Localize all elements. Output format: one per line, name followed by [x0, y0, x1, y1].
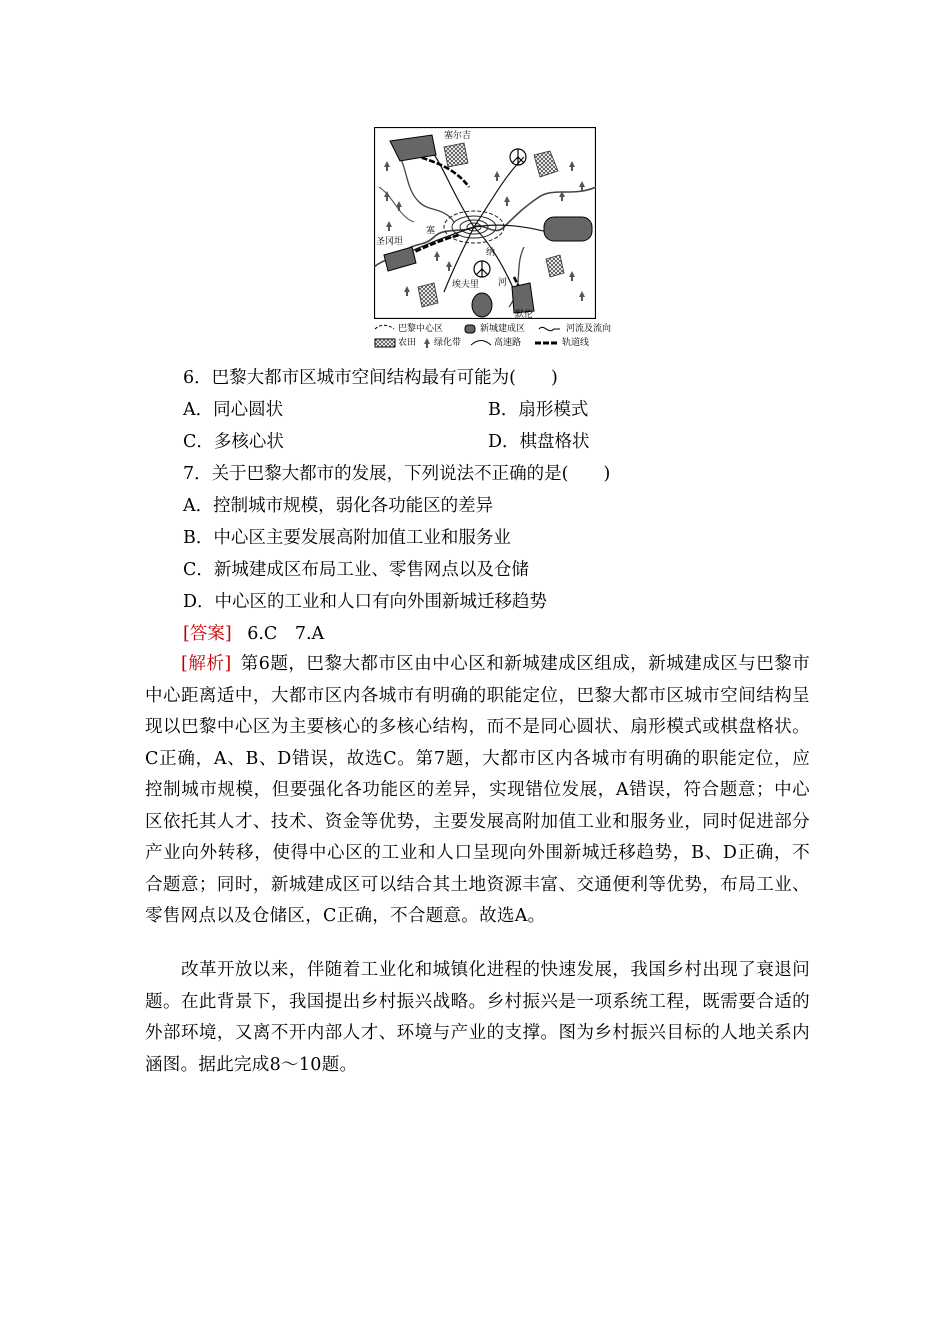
label-melun: 默伦 — [515, 309, 534, 319]
analysis-paragraph — [145, 649, 810, 933]
answer-text: 6.C 7.A — [247, 624, 325, 644]
question-7-stem: 7．关于巴黎大都市的发展，下列说法不正确的是( ) — [183, 464, 611, 484]
analysis-tag: [解析] — [181, 654, 232, 674]
answer-line — [183, 622, 324, 646]
river-legend-icon — [538, 323, 562, 335]
intro-paragraph: 改革开放以来，伴随着工业化和城镇化进程的快速发展，我国乡村出现了衰退问题。在此背景下，我国提出乡村振兴战略。乡村振兴是一项系统工程，既需要合适的外部环境，又离不开内部人才、环境与产业的支撑。图为乡村振兴目标的人地关系内涵图。据此完成8～10题。 — [145, 960, 810, 1075]
label-river-1: 塞 — [426, 225, 436, 235]
question-6-option-d: D．棋盘格状 — [488, 432, 590, 452]
center-legend-icon — [374, 324, 396, 334]
highway-legend-icon — [470, 338, 492, 348]
label-evry: 埃夫里 — [452, 279, 480, 289]
question-6-option-c: C．多核心状 — [183, 432, 284, 452]
map-legend — [374, 322, 624, 352]
analysis-text: 第6题，巴黎大都市区由中心区和新城建成区组成，新城建成区与巴黎市中心距离适中，大都市区内各城市有明确的职能定位，巴黎大都市区城市空间结构呈现以巴黎中心区为主要核心的多核心结构，而不是同心圆状、扇形模式或棋盘格状。C正确，A、B、D错误，故选C。第7题，大都市区内各城市有明确的职能定位，应控制城市规模，但要强化各功能区的差异，实现错位发展，A错误，符合题意；中心区依托其人才、技术、资金等优势，主要发展高附加值工业和服务业，同时促进部分产业向外转移，使得中心区的工业和人口呈现向外围新城迁移趋势，B、D正确，不合题意；同时，新城建成区可以结合其土地资源丰富、交通便利等优势，布局工业、零售网点以及仓储区，C正确，不合题意。故选A。 — [145, 654, 811, 926]
farmland-legend-icon — [374, 338, 396, 348]
legend-center: 巴黎中心区 — [398, 324, 444, 334]
legend-greenbelt: 绿化带 — [434, 338, 462, 348]
label-river-3: 河 — [498, 277, 508, 287]
question-6-stem: 6．巴黎大都市区城市空间结构最有可能为( ) — [183, 368, 558, 388]
question-7-option-c: C．新城建成区布局工业、零售网点以及仓储 — [183, 560, 529, 580]
new-town-legend-icon — [464, 324, 476, 334]
legend-river: 河流及流向 — [566, 324, 612, 334]
label-saint-quentin: 圣冈坦 — [376, 236, 404, 246]
legend-highway: 高速路 — [494, 338, 522, 348]
paris-metro-map — [374, 127, 596, 319]
label-sergy: 塞尔吉 — [444, 130, 472, 140]
greenbelt-legend-icon — [422, 337, 432, 349]
legend-farmland: 农田 — [398, 338, 417, 348]
answer-tag: [答案] — [183, 624, 232, 644]
legend-new-town: 新城建成区 — [480, 324, 526, 334]
legend-railway: 轨道线 — [562, 338, 590, 348]
label-river-2: 纳 — [486, 247, 496, 257]
question-7-option-d: D．中心区的工业和人口有向外围新城迁移趋势 — [183, 592, 548, 612]
question-7-option-a: A．控制城市规模，弱化各功能区的差异 — [183, 496, 494, 516]
railway-legend-icon — [534, 338, 560, 348]
question-6-option-a: A．同心圆状 — [183, 400, 284, 420]
question-6-option-b: B．扇形模式 — [488, 400, 589, 420]
question-7-option-b: B．中心区主要发展高附加值工业和服务业 — [183, 528, 511, 548]
